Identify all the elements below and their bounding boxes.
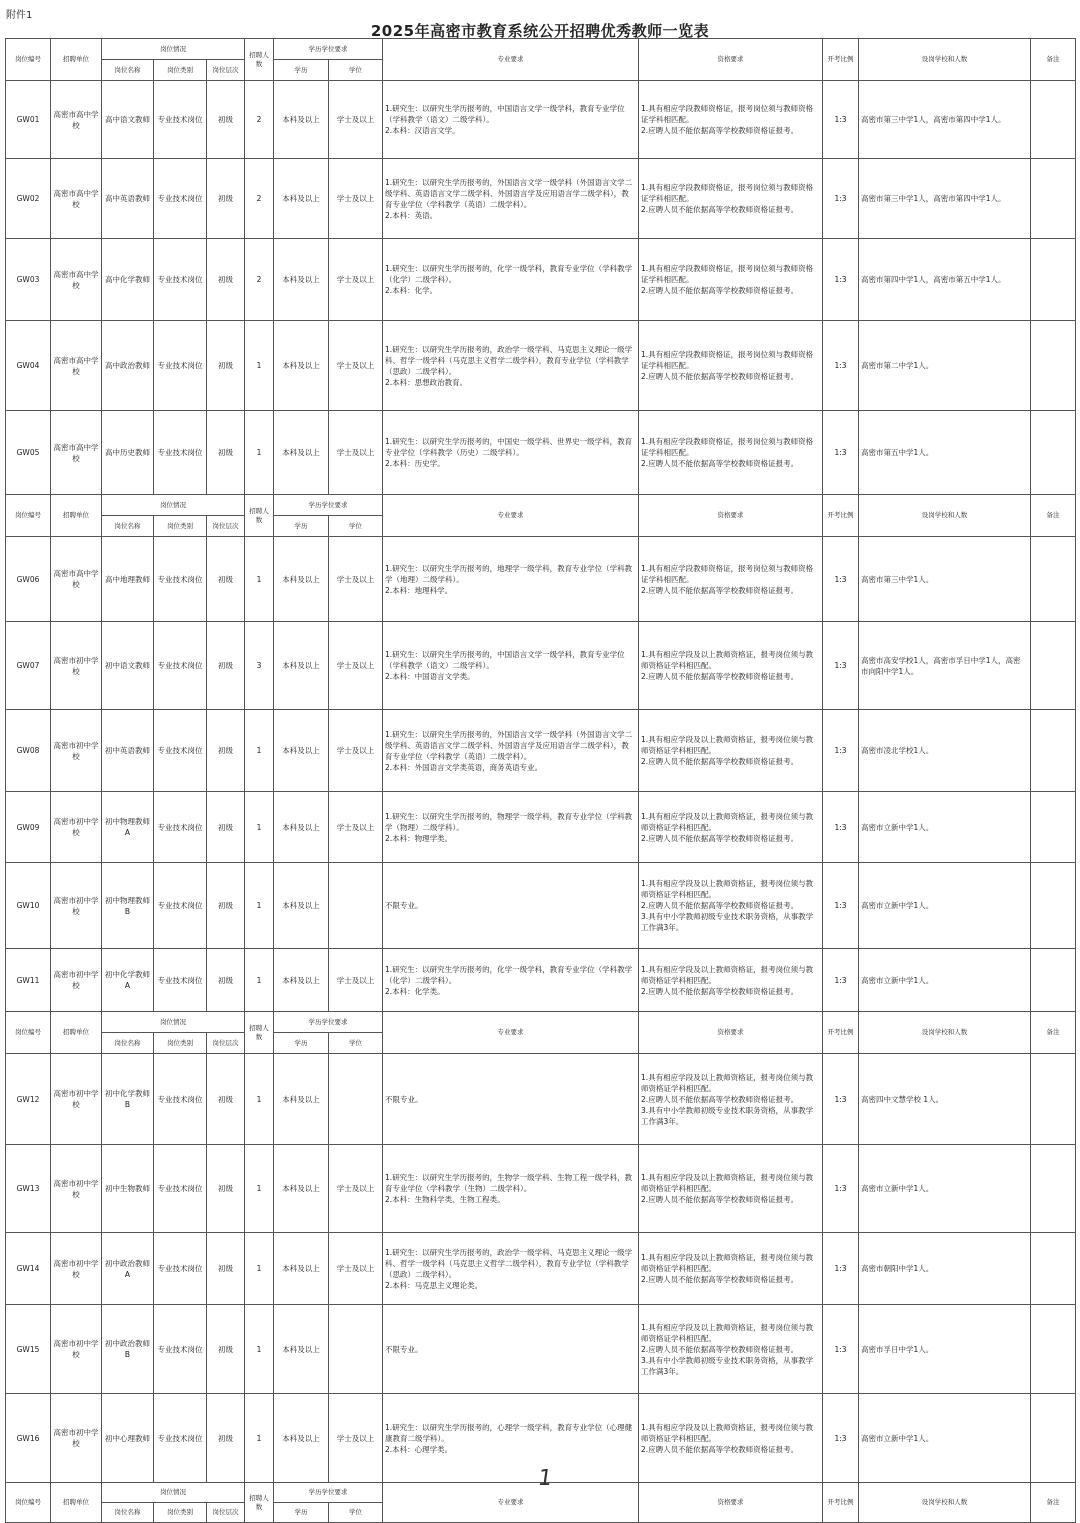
cell-education: 本科及以上	[274, 239, 329, 321]
cell-remark	[1031, 949, 1076, 1012]
cell-post-type: 专业技术岗位	[154, 239, 207, 321]
header-count: 招聘人数	[245, 1483, 274, 1523]
cell-schools: 高密市立新中学1人。	[859, 1145, 1031, 1233]
cell-schools: 高密市第五中学1人。	[859, 411, 1031, 495]
cell-unit: 高密市初中学校	[51, 1054, 102, 1145]
cell-major: 1.研究生：以研究生学历报考的，化学一级学科，教育专业学位（学科教学（化学）二级学科）。 2.本科：化学类。	[383, 949, 639, 1012]
cell-schools: 高密市第二中学1人。	[859, 321, 1031, 411]
cell-code: GW11	[6, 949, 51, 1012]
table-row	[6, 863, 1076, 949]
cell-education: 本科及以上	[274, 792, 329, 863]
cell-post-level: 初级	[207, 949, 245, 1012]
cell-count: 2	[245, 159, 274, 239]
header-code: 岗位编号	[6, 1012, 51, 1054]
cell-qualification: 1.具有相应学段及以上教师资格证，报考岗位须与教师资格证学科相匹配。 2.应聘人员不能依据高等学校教师资格证报考。	[639, 792, 823, 863]
table-row	[6, 1233, 1076, 1305]
cell-unit: 高密市初中学校	[51, 1145, 102, 1233]
cell-ratio: 1:3	[823, 710, 859, 792]
cell-remark	[1031, 1145, 1076, 1233]
cell-degree: 学士及以上	[329, 239, 383, 321]
page-title: 2025年高密市教育系统公开招聘优秀教师一览表	[370, 22, 710, 40]
header-degree: 学位	[329, 60, 383, 81]
cell-unit: 高密市初中学校	[51, 1233, 102, 1305]
header-post-name: 岗位名称	[102, 1503, 154, 1523]
cell-post-level: 初级	[207, 622, 245, 710]
header-post-group: 岗位情况	[102, 495, 245, 516]
cell-post-type: 专业技术岗位	[154, 1233, 207, 1305]
cell-remark	[1031, 321, 1076, 411]
header-count: 招聘人数	[245, 39, 274, 81]
cell-qualification: 1.具有相应学段教师资格证，报考岗位须与教师资格证学科相匹配。 2.应聘人员不能依据高等学校教师资格证报考。	[639, 81, 823, 159]
cell-code: GW07	[6, 622, 51, 710]
cell-ratio: 1:3	[823, 411, 859, 495]
cell-major: 不限专业。	[383, 863, 639, 949]
cell-unit: 高密市高中学校	[51, 239, 102, 321]
cell-education: 本科及以上	[274, 1394, 329, 1483]
header-post-group: 岗位情况	[102, 1012, 245, 1033]
table-row	[6, 710, 1076, 792]
cell-remark	[1031, 159, 1076, 239]
cell-ratio: 1:3	[823, 949, 859, 1012]
table-row	[6, 239, 1076, 321]
header-ratio: 开考比例	[823, 1483, 859, 1523]
cell-major: 1.研究生：以研究生学历报考的，地理学一级学科，教育专业学位（学科教学（地理）二级学科）。 2.本科：地理科学。	[383, 537, 639, 622]
cell-major: 1.研究生：以研究生学历报考的，中国语言文学一级学科，教育专业学位（学科教学（语文）二级学科）。 2.本科：中国语言文学类。	[383, 622, 639, 710]
cell-post-type: 专业技术岗位	[154, 81, 207, 159]
cell-ratio: 1:3	[823, 321, 859, 411]
cell-code: GW12	[6, 1054, 51, 1145]
header-education: 学历	[274, 516, 329, 537]
cell-code: GW02	[6, 159, 51, 239]
cell-post-level: 初级	[207, 1394, 245, 1483]
cell-degree	[329, 863, 383, 949]
table-row	[6, 1145, 1076, 1233]
cell-degree: 学士及以上	[329, 792, 383, 863]
cell-remark	[1031, 622, 1076, 710]
cell-code: GW05	[6, 411, 51, 495]
cell-post-type: 专业技术岗位	[154, 710, 207, 792]
cell-post-name: 初中化学教师B	[102, 1054, 154, 1145]
header-remark: 备注	[1031, 39, 1076, 81]
cell-remark	[1031, 1305, 1076, 1394]
cell-qualification: 1.具有相应学段及以上教师资格证，报考岗位须与教师资格证学科相匹配。 2.应聘人员不能依据高等学校教师资格证报考。 3.具有中小学教师初级专业技术职务资格，从事教学工作满3年。	[639, 1305, 823, 1394]
header-unit: 招聘单位	[51, 39, 102, 81]
cell-count: 1	[245, 411, 274, 495]
cell-ratio: 1:3	[823, 81, 859, 159]
cell-code: GW01	[6, 81, 51, 159]
cell-code: GW10	[6, 863, 51, 949]
cell-qualification: 1.具有相应学段及以上教师资格证，报考岗位须与教师资格证学科相匹配。 2.应聘人员不能依据高等学校教师资格证报考。	[639, 949, 823, 1012]
header-post-name: 岗位名称	[102, 516, 154, 537]
cell-unit: 高密市高中学校	[51, 321, 102, 411]
cell-count: 1	[245, 949, 274, 1012]
cell-post-name: 初中语文教师	[102, 622, 154, 710]
cell-ratio: 1:3	[823, 239, 859, 321]
cell-code: GW15	[6, 1305, 51, 1394]
cell-remark	[1031, 792, 1076, 863]
header-schools: 设岗学校和人数	[859, 495, 1031, 537]
cell-count: 1	[245, 710, 274, 792]
cell-count: 1	[245, 1394, 274, 1483]
cell-post-type: 专业技术岗位	[154, 792, 207, 863]
header-education: 学历	[274, 1033, 329, 1054]
cell-qualification: 1.具有相应学段及以上教师资格证，报考岗位须与教师资格证学科相匹配。 2.应聘人员不能依据高等学校教师资格证报考。	[639, 1145, 823, 1233]
cell-qualification: 1.具有相应学段教师资格证，报考岗位须与教师资格证学科相匹配。 2.应聘人员不能依据高等学校教师资格证报考。	[639, 321, 823, 411]
header-schools: 设岗学校和人数	[859, 1012, 1031, 1054]
cell-post-name: 初中物理教师B	[102, 863, 154, 949]
cell-qualification: 1.具有相应学段及以上教师资格证，报考岗位须与教师资格证学科相匹配。 2.应聘人员不能依据高等学校教师资格证报考。	[639, 622, 823, 710]
header-row	[6, 1012, 1076, 1033]
header-ratio: 开考比例	[823, 39, 859, 81]
table-row	[6, 411, 1076, 495]
cell-degree: 学士及以上	[329, 321, 383, 411]
cell-post-name: 初中化学教师A	[102, 949, 154, 1012]
cell-unit: 高密市初中学校	[51, 1305, 102, 1394]
cell-degree	[329, 1305, 383, 1394]
cell-remark	[1031, 81, 1076, 159]
cell-count: 3	[245, 622, 274, 710]
cell-major: 1.研究生：以研究生学历报考的，外国语言文学一级学科（外国语言文学二级学科、英语语言文学二级学科、外国语言学及应用语言学二级学科），教育专业学位（学科教学（英语）二级学科）。 2.本科：外国语言文学类英语，商务英语专业。	[383, 710, 639, 792]
cell-unit: 高密市高中学校	[51, 537, 102, 622]
cell-schools: 高密市立新中学1人。	[859, 863, 1031, 949]
cell-post-name: 高中地理教师	[102, 537, 154, 622]
cell-count: 1	[245, 863, 274, 949]
cell-count: 1	[245, 1305, 274, 1394]
cell-ratio: 1:3	[823, 1233, 859, 1305]
cell-post-name: 初中生物教师	[102, 1145, 154, 1233]
cell-remark	[1031, 710, 1076, 792]
header-count: 招聘人数	[245, 1012, 274, 1054]
header-degree: 学位	[329, 1503, 383, 1523]
header-education: 学历	[274, 60, 329, 81]
header-post-level: 岗位层次	[207, 516, 245, 537]
header-ratio: 开考比例	[823, 1012, 859, 1054]
cell-post-name: 初中政治教师A	[102, 1233, 154, 1305]
cell-degree: 学士及以上	[329, 710, 383, 792]
cell-post-level: 初级	[207, 411, 245, 495]
header-remark: 备注	[1031, 1012, 1076, 1054]
cell-major: 1.研究生：以研究生学历报考的，外国语言文学一级学科（外国语言文学二级学科、英语语言文学二级学科、外国语言学及应用语言学二级学科），教育专业学位（学科教学（英语）二级学科）。 2.本科：英语。	[383, 159, 639, 239]
table-row	[6, 321, 1076, 411]
cell-code: GW04	[6, 321, 51, 411]
cell-education: 本科及以上	[274, 81, 329, 159]
cell-post-level: 初级	[207, 710, 245, 792]
cell-qualification: 1.具有相应学段及以上教师资格证，报考岗位须与教师资格证学科相匹配。 2.应聘人员不能依据高等学校教师资格证报考。 3.具有中小学教师初级专业技术职务资格，从事教学工作满3年。	[639, 1054, 823, 1145]
cell-code: GW03	[6, 239, 51, 321]
header-post-group: 岗位情况	[102, 39, 245, 60]
cell-post-name: 高中化学教师	[102, 239, 154, 321]
cell-remark	[1031, 863, 1076, 949]
header-post-group: 岗位情况	[102, 1483, 245, 1503]
cell-post-type: 专业技术岗位	[154, 1054, 207, 1145]
cell-major: 1.研究生：以研究生学历报考的，心理学一级学科，教育专业学位（心理健康教育二级学科）。 2.本科：心理学类。	[383, 1394, 639, 1483]
cell-remark	[1031, 1054, 1076, 1145]
cell-schools: 高密市第三中学1人，高密市第四中学1人。	[859, 159, 1031, 239]
header-qual: 资格要求	[639, 1483, 823, 1523]
recruitment-table	[5, 38, 1076, 1523]
header-degree: 学位	[329, 1033, 383, 1054]
header-major: 专业要求	[383, 39, 639, 81]
cell-post-type: 专业技术岗位	[154, 622, 207, 710]
cell-post-name: 初中心理教师	[102, 1394, 154, 1483]
cell-schools: 高密市高安学校1人，高密市孚日中学1人，高密市向阳中学1人。	[859, 622, 1031, 710]
cell-code: GW14	[6, 1233, 51, 1305]
cell-ratio: 1:3	[823, 1145, 859, 1233]
table-row	[6, 159, 1076, 239]
cell-post-type: 专业技术岗位	[154, 863, 207, 949]
header-edu-group: 学历学位要求	[274, 495, 383, 516]
header-qual: 资格要求	[639, 495, 823, 537]
header-education: 学历	[274, 1503, 329, 1523]
cell-remark	[1031, 239, 1076, 321]
header-edu-group: 学历学位要求	[274, 1483, 383, 1503]
cell-count: 2	[245, 239, 274, 321]
cell-post-type: 专业技术岗位	[154, 321, 207, 411]
cell-post-level: 初级	[207, 81, 245, 159]
cell-code: GW06	[6, 537, 51, 622]
cell-post-type: 专业技术岗位	[154, 411, 207, 495]
table-row	[6, 1305, 1076, 1394]
handwritten-mark: 1	[536, 1466, 554, 1491]
header-remark: 备注	[1031, 495, 1076, 537]
cell-post-name: 高中英语教师	[102, 159, 154, 239]
cell-ratio: 1:3	[823, 159, 859, 239]
header-unit: 招聘单位	[51, 495, 102, 537]
cell-education: 本科及以上	[274, 1233, 329, 1305]
cell-post-level: 初级	[207, 159, 245, 239]
cell-post-level: 初级	[207, 1233, 245, 1305]
cell-post-level: 初级	[207, 1054, 245, 1145]
cell-ratio: 1:3	[823, 1054, 859, 1145]
cell-remark	[1031, 1394, 1076, 1483]
header-major: 专业要求	[383, 495, 639, 537]
cell-education: 本科及以上	[274, 1054, 329, 1145]
cell-education: 本科及以上	[274, 321, 329, 411]
cell-post-level: 初级	[207, 1145, 245, 1233]
cell-ratio: 1:3	[823, 622, 859, 710]
cell-post-name: 初中英语教师	[102, 710, 154, 792]
cell-ratio: 1:3	[823, 792, 859, 863]
cell-qualification: 1.具有相应学段及以上教师资格证，报考岗位须与教师资格证学科相匹配。 2.应聘人员不能依据高等学校教师资格证报考。 3.具有中小学教师初级专业技术职务资格，从事教学工作满3年。	[639, 863, 823, 949]
cell-unit: 高密市初中学校	[51, 710, 102, 792]
cell-qualification: 1.具有相应学段教师资格证，报考岗位须与教师资格证学科相匹配。 2.应聘人员不能依据高等学校教师资格证报考。	[639, 537, 823, 622]
cell-post-level: 初级	[207, 537, 245, 622]
cell-major: 1.研究生：以研究生学历报考的，中国语言文学一级学科，教育专业学位（学科教学（语文）二级学科）。 2.本科：汉语言文学。	[383, 81, 639, 159]
cell-post-name: 初中政治教师B	[102, 1305, 154, 1394]
cell-unit: 高密市高中学校	[51, 411, 102, 495]
cell-unit: 高密市初中学校	[51, 1394, 102, 1483]
cell-post-type: 专业技术岗位	[154, 159, 207, 239]
cell-education: 本科及以上	[274, 863, 329, 949]
table-row	[6, 622, 1076, 710]
cell-code: GW16	[6, 1394, 51, 1483]
cell-post-name: 高中语文教师	[102, 81, 154, 159]
cell-qualification: 1.具有相应学段教师资格证，报考岗位须与教师资格证学科相匹配。 2.应聘人员不能依据高等学校教师资格证报考。	[639, 411, 823, 495]
header-post-level: 岗位层次	[207, 1033, 245, 1054]
cell-schools: 高密市第四中学1人，高密市第五中学1人。	[859, 239, 1031, 321]
cell-code: GW09	[6, 792, 51, 863]
header-count: 招聘人数	[245, 495, 274, 537]
header-post-name: 岗位名称	[102, 1033, 154, 1054]
cell-degree: 学士及以上	[329, 622, 383, 710]
cell-education: 本科及以上	[274, 1145, 329, 1233]
cell-unit: 高密市初中学校	[51, 792, 102, 863]
header-remark: 备注	[1031, 1483, 1076, 1523]
cell-post-level: 初级	[207, 792, 245, 863]
cell-ratio: 1:3	[823, 537, 859, 622]
cell-major: 1.研究生：以研究生学历报考的，中国史一级学科、世界史一级学科，教育专业学位（学科教学（历史）二级学科）。 2.本科：历史学。	[383, 411, 639, 495]
table-row	[6, 1054, 1076, 1145]
header-post-level: 岗位层次	[207, 60, 245, 81]
cell-post-level: 初级	[207, 1305, 245, 1394]
cell-post-type: 专业技术岗位	[154, 1145, 207, 1233]
header-post-type: 岗位类别	[154, 60, 207, 81]
cell-count: 1	[245, 1233, 274, 1305]
cell-post-level: 初级	[207, 863, 245, 949]
header-code: 岗位编号	[6, 39, 51, 81]
cell-degree: 学士及以上	[329, 1233, 383, 1305]
cell-degree: 学士及以上	[329, 949, 383, 1012]
cell-ratio: 1:3	[823, 1305, 859, 1394]
header-edu-group: 学历学位要求	[274, 39, 383, 60]
header-qual: 资格要求	[639, 1012, 823, 1054]
cell-major: 1.研究生：以研究生学历报考的，物理学一级学科，教育专业学位（学科教学（物理）二级学科）。 2.本科：物理学类。	[383, 792, 639, 863]
cell-education: 本科及以上	[274, 622, 329, 710]
cell-schools: 高密市第三中学1人，高密市第四中学1人。	[859, 81, 1031, 159]
header-unit: 招聘单位	[51, 1012, 102, 1054]
cell-major: 1.研究生：以研究生学历报考的，化学一级学科，教育专业学位（学科教学（化学）二级学科）。 2.本科：化学。	[383, 239, 639, 321]
header-post-name: 岗位名称	[102, 60, 154, 81]
header-qual: 资格要求	[639, 39, 823, 81]
table-row	[6, 537, 1076, 622]
header-degree: 学位	[329, 516, 383, 537]
cell-unit: 高密市高中学校	[51, 159, 102, 239]
cell-ratio: 1:3	[823, 863, 859, 949]
cell-education: 本科及以上	[274, 159, 329, 239]
cell-degree: 学士及以上	[329, 81, 383, 159]
cell-major: 1.研究生：以研究生学历报考的，生物学一级学科、生物工程一级学科，教育专业学位（学科教学（生物）二级学科）。 2.本科：生物科学类、生物工程类。	[383, 1145, 639, 1233]
cell-unit: 高密市初中学校	[51, 949, 102, 1012]
cell-degree: 学士及以上	[329, 1145, 383, 1233]
cell-post-name: 高中历史教师	[102, 411, 154, 495]
header-major: 专业要求	[383, 1012, 639, 1054]
cell-count: 1	[245, 1054, 274, 1145]
recruitment-table-sheet	[5, 38, 1075, 1523]
cell-major: 1.研究生：以研究生学历报考的，政治学一级学科、马克思主义理论一级学科、哲学一级学科（马克思主义哲学二级学科），教育专业学位（学科教学（思政）二级学科）。 2.本科：思想政治教育。	[383, 321, 639, 411]
cell-schools: 高密市第三中学1人。	[859, 537, 1031, 622]
header-code: 岗位编号	[6, 495, 51, 537]
header-row	[6, 495, 1076, 516]
cell-education: 本科及以上	[274, 537, 329, 622]
cell-post-type: 专业技术岗位	[154, 949, 207, 1012]
table-row	[6, 81, 1076, 159]
cell-degree: 学士及以上	[329, 159, 383, 239]
cell-remark	[1031, 411, 1076, 495]
cell-qualification: 1.具有相应学段及以上教师资格证，报考岗位须与教师资格证学科相匹配。 2.应聘人员不能依据高等学校教师资格证报考。	[639, 1394, 823, 1483]
cell-schools: 高密市立新中学1人。	[859, 792, 1031, 863]
cell-post-type: 专业技术岗位	[154, 1394, 207, 1483]
cell-qualification: 1.具有相应学段教师资格证，报考岗位须与教师资格证学科相匹配。 2.应聘人员不能依据高等学校教师资格证报考。	[639, 159, 823, 239]
cell-code: GW08	[6, 710, 51, 792]
cell-qualification: 1.具有相应学段教师资格证，报考岗位须与教师资格证学科相匹配。 2.应聘人员不能依据高等学校教师资格证报考。	[639, 239, 823, 321]
cell-unit: 高密市初中学校	[51, 863, 102, 949]
header-schools: 设岗学校和人数	[859, 1483, 1031, 1523]
cell-code: GW13	[6, 1145, 51, 1233]
header-post-level: 岗位层次	[207, 1503, 245, 1523]
cell-schools: 高密市立新中学1人。	[859, 1394, 1031, 1483]
cell-ratio: 1:3	[823, 1394, 859, 1483]
cell-count: 1	[245, 321, 274, 411]
cell-post-type: 专业技术岗位	[154, 537, 207, 622]
cell-post-level: 初级	[207, 321, 245, 411]
cell-degree: 学士及以上	[329, 1394, 383, 1483]
cell-degree: 学士及以上	[329, 537, 383, 622]
cell-education: 本科及以上	[274, 411, 329, 495]
header-post-type: 岗位类别	[154, 1033, 207, 1054]
cell-count: 1	[245, 537, 274, 622]
cell-education: 本科及以上	[274, 949, 329, 1012]
cell-schools: 高密市孚日中学1人。	[859, 1305, 1031, 1394]
header-post-type: 岗位类别	[154, 516, 207, 537]
cell-count: 1	[245, 792, 274, 863]
cell-schools: 高密四中文慧学校 1人。	[859, 1054, 1031, 1145]
table-row	[6, 949, 1076, 1012]
cell-unit: 高密市初中学校	[51, 622, 102, 710]
cell-qualification: 1.具有相应学段及以上教师资格证，报考岗位须与教师资格证学科相匹配。 2.应聘人员不能依据高等学校教师资格证报考。	[639, 710, 823, 792]
header-post-type: 岗位类别	[154, 1503, 207, 1523]
header-edu-group: 学历学位要求	[274, 1012, 383, 1033]
cell-major: 不限专业。	[383, 1054, 639, 1145]
cell-post-type: 专业技术岗位	[154, 1305, 207, 1394]
cell-schools: 高密市朝阳中学1人。	[859, 1233, 1031, 1305]
cell-unit: 高密市高中学校	[51, 81, 102, 159]
cell-schools: 高密市凌北学校1人。	[859, 710, 1031, 792]
cell-degree: 学士及以上	[329, 411, 383, 495]
cell-post-level: 初级	[207, 239, 245, 321]
cell-education: 本科及以上	[274, 1305, 329, 1394]
cell-qualification: 1.具有相应学段及以上教师资格证，报考岗位须与教师资格证学科相匹配。 2.应聘人员不能依据高等学校教师资格证报考。	[639, 1233, 823, 1305]
header-major: 专业要求	[383, 1483, 639, 1523]
header-schools: 设岗学校和人数	[859, 39, 1031, 81]
annex-label: 附件1	[6, 10, 33, 21]
header-code: 岗位编号	[6, 1483, 51, 1523]
cell-degree	[329, 1054, 383, 1145]
cell-post-name: 初中物理教师A	[102, 792, 154, 863]
header-ratio: 开考比例	[823, 495, 859, 537]
cell-major: 1.研究生：以研究生学历报考的，政治学一级学科、马克思主义理论一级学科、哲学一级学科（马克思主义哲学二级学科），教育专业学位（学科教学（思政）二级学科）。 2.本科：马克思主义理论类。	[383, 1233, 639, 1305]
cell-remark	[1031, 537, 1076, 622]
cell-post-name: 高中政治教师	[102, 321, 154, 411]
cell-remark	[1031, 1233, 1076, 1305]
cell-count: 2	[245, 81, 274, 159]
header-unit: 招聘单位	[51, 1483, 102, 1523]
cell-major: 不限专业。	[383, 1305, 639, 1394]
cell-education: 本科及以上	[274, 710, 329, 792]
header-row	[6, 39, 1076, 60]
table-row	[6, 792, 1076, 863]
cell-schools: 高密市立新中学1人。	[859, 949, 1031, 1012]
cell-count: 1	[245, 1145, 274, 1233]
